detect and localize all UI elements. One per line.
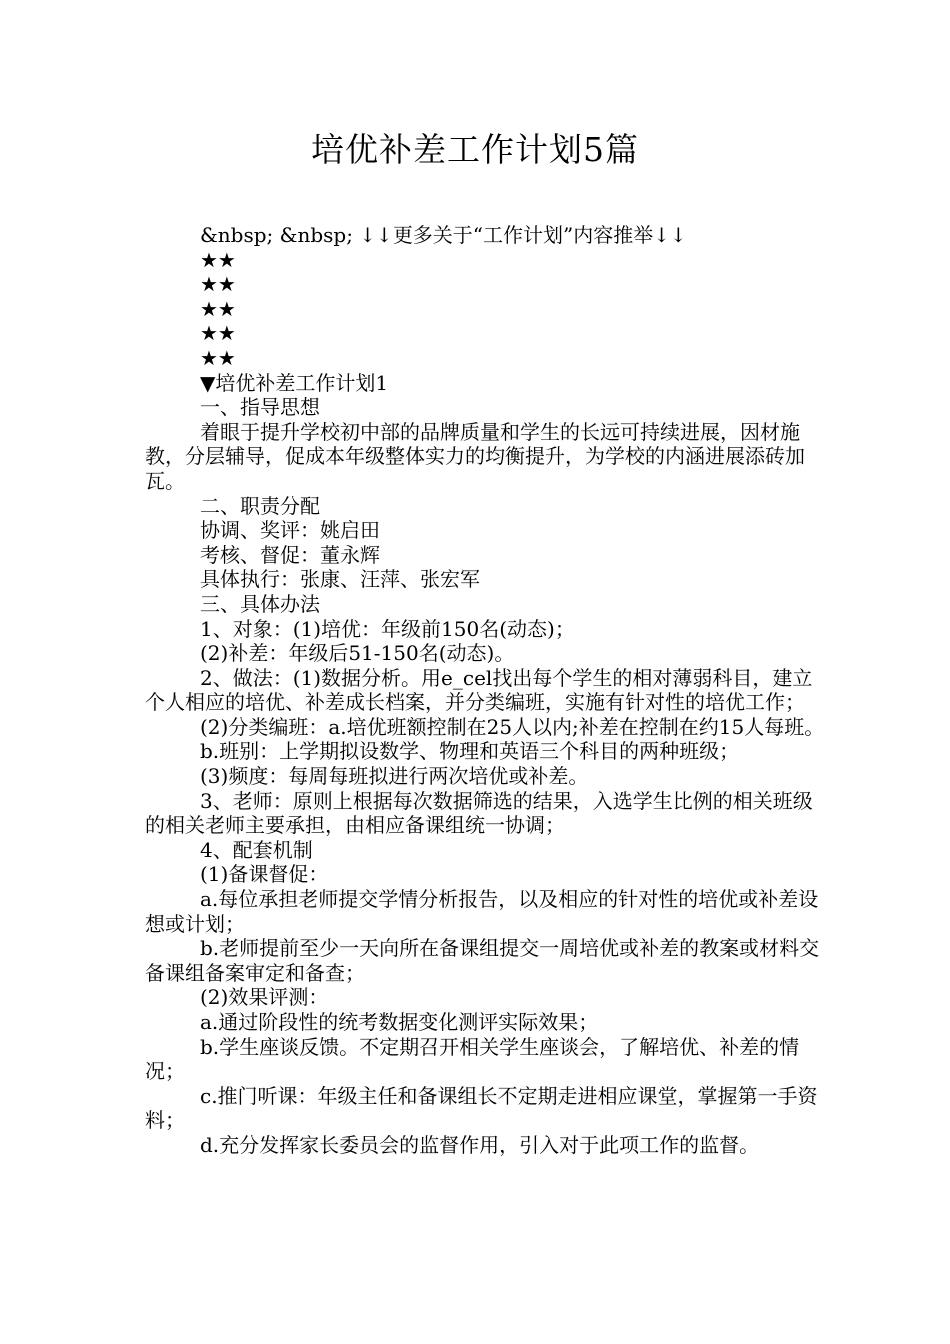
star-row: ★★ [200,296,236,321]
paragraph: d.充分发挥家长委员会的监督作用，引入对于此项工作的监督。 [200,1132,760,1157]
star-row: ★★ [200,321,236,346]
document-body [145,223,825,1158]
star-row: ★★ [200,345,236,370]
paragraph: (3)频度：每周每班拟进行两次培优或补差。 [200,764,589,789]
paragraph: (2)效果评测： [200,985,329,1010]
paragraph: 协调、奖评：姚启田 [200,518,380,543]
paragraph: b.学生座谈反馈。不定期召开相关学生座谈会，了解培优、补差的情况； [145,1034,800,1084]
paragraph: b.班别：上学期拟设数学、物理和英语三个科目的两种班级； [200,739,740,764]
paragraph: 2、做法：(1)数据分析。用e_cel找出每个学生的相对薄弱科目，建立个人相应的培优、补差成长档案，并分类编班，实施有针对性的培优工作； [145,665,813,715]
paragraph: 考核、督促：董永辉 [200,542,380,567]
section-heading: 一、指导思想 [200,395,320,420]
paragraph: a.通过阶段性的统考数据变化测评实际效果； [200,1010,599,1034]
paragraph: 着眼于提升学校初中部的品牌质量和学生的长远可持续进展，因材施教，分层辅导，促成本年级整体实力的均衡提升，为学校的内涵进展添砖加瓦。 [145,419,805,493]
paragraph: 具体执行：张康、汪萍、张宏军 [200,567,480,592]
document-title: 培优补差工作计划5篇 [311,130,639,169]
section-heading: 二、职责分配 [200,493,320,518]
recommend-line: &nbsp; &nbsp; ↓↓更多关于“工作计划”内容推举↓↓ [200,223,687,247]
section-heading: 4、配套机制 [200,837,313,862]
paragraph: c.推门听课：年级主任和备课组长不定期走进相应课堂，掌握第一手资料； [145,1083,818,1133]
paragraph: (2)补差：年级后51-150名(动态)。 [200,641,515,666]
paragraph: 3、老师：原则上根据每次数据筛选的结果，入选学生比例的相关班级的相关老师主要承担，由相应备课组统一协调； [145,788,813,838]
paragraph: a.每位承担老师提交学情分析报告，以及相应的针对性的培优或补差设想或计划； [145,887,819,936]
paragraph: b.老师提前至少一天向所在备课组提交一周培优或补差的教案或材料交备课组备案审定和备查； [145,936,820,985]
section-heading: ▼培优补差工作计划1 [200,370,389,395]
paragraph: 1、对象：(1)培优：年级前150名(动态)； [200,616,575,641]
section-heading: 三、具体办法 [200,591,320,616]
paragraph: (2)分类编班：a.培优班额控制在25人以内;补差在控制在约15人每班。 [200,714,825,739]
paragraph: (1)备课督促： [200,862,329,887]
star-row: ★★ [200,272,236,297]
star-row: ★★ [200,247,236,272]
